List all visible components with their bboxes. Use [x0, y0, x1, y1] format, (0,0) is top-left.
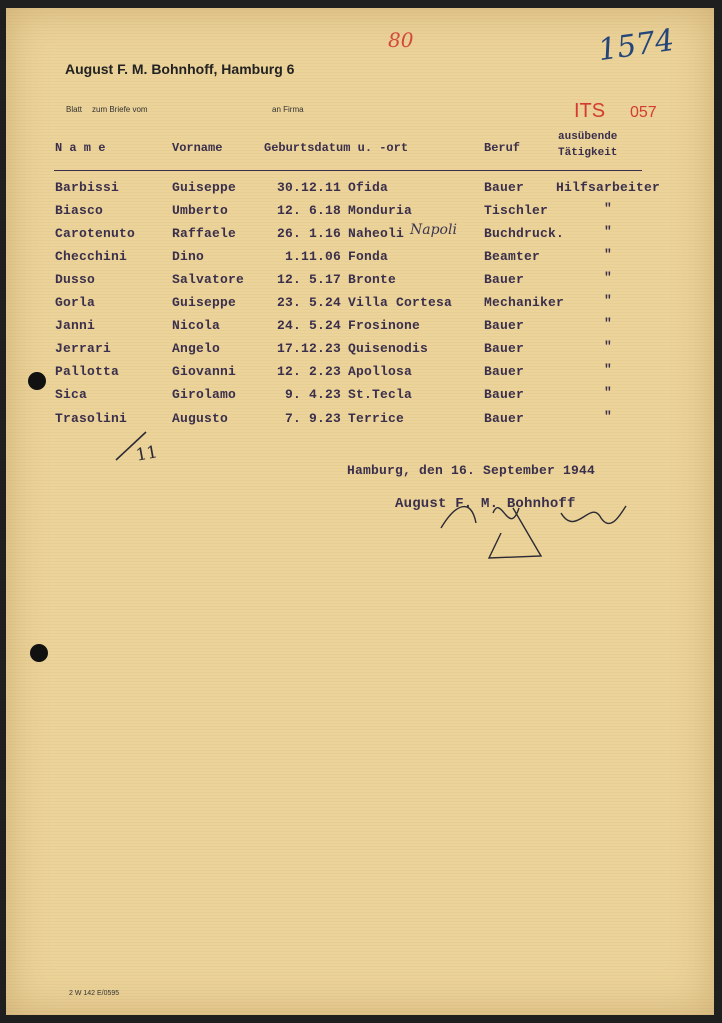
row-beruf: Mechaniker	[484, 295, 565, 310]
row-taetigkeit: "	[604, 201, 613, 216]
header-geburt: Geburtsdatum u. -ort	[264, 141, 409, 155]
row-place: St.Tecla	[348, 387, 413, 402]
row-vorname: Guiseppe	[172, 295, 237, 310]
row-name: Barbissi	[55, 180, 120, 195]
document-page	[6, 8, 714, 1015]
row-vorname: Umberto	[172, 203, 229, 218]
row-taetigkeit: "	[604, 224, 613, 239]
row-taetigkeit: Hilfsarbeiter	[556, 180, 661, 195]
row-vorname: Angelo	[172, 341, 221, 356]
row-date: 17.12.23	[276, 341, 341, 356]
punch-hole	[30, 644, 48, 662]
tally-number: 11	[134, 442, 160, 466]
row-name: Pallotta	[55, 364, 120, 379]
form-label-zum-briefe: zum Briefe vom	[92, 105, 148, 114]
row-place: Fonda	[348, 249, 389, 264]
row-taetigkeit: "	[604, 362, 613, 377]
row-place: Apollosa	[348, 364, 413, 379]
row-beruf: Bauer	[484, 387, 525, 402]
row-taetigkeit: "	[604, 409, 613, 424]
place-and-date: Hamburg, den 16. September 1944	[347, 463, 596, 478]
row-place: Monduria	[348, 203, 413, 218]
row-taetigkeit: "	[604, 339, 613, 354]
header-name: N a m e	[55, 141, 106, 155]
row-date: 1.11.06	[284, 249, 341, 264]
row-name: Sica	[55, 387, 88, 402]
row-beruf: Bauer	[484, 180, 525, 195]
row-date: 24. 5.24	[276, 318, 341, 333]
handwritten-signature	[401, 478, 631, 568]
row-name: Dusso	[55, 272, 96, 287]
header-vorname: Vorname	[172, 141, 223, 155]
punch-hole	[28, 372, 46, 390]
row-name: Jerrari	[55, 341, 112, 356]
row-place: Villa Cortesa	[348, 295, 453, 310]
row-beruf: Beamter	[484, 249, 541, 264]
form-label-an-firma: an Firma	[272, 105, 304, 114]
row-place: Quisenodis	[348, 341, 429, 356]
row-vorname: Guiseppe	[172, 180, 237, 195]
row-beruf: Bauer	[484, 272, 525, 287]
row-taetigkeit: "	[604, 247, 613, 262]
row-taetigkeit: "	[604, 385, 613, 400]
row-vorname: Giovanni	[172, 364, 237, 379]
row-vorname: Augusto	[172, 411, 229, 426]
header-taetigkeit-line2: Tätigkeit	[558, 147, 618, 159]
row-place: Naheoli	[348, 226, 405, 241]
row-date: 12. 5.17	[276, 272, 341, 287]
row-name: Janni	[55, 318, 96, 333]
row-vorname: Girolamo	[172, 387, 237, 402]
row-name: Checchini	[55, 249, 128, 264]
row-date: 7. 9.23	[284, 411, 341, 426]
row-beruf: Buchdruck.	[484, 226, 565, 241]
row-place: Terrice	[348, 411, 405, 426]
row-vorname: Salvatore	[172, 272, 245, 287]
row-name: Gorla	[55, 295, 96, 310]
row-taetigkeit: "	[604, 293, 613, 308]
handwritten-city: Napoli	[410, 222, 457, 238]
row-taetigkeit: "	[604, 270, 613, 285]
row-date: 12. 6.18	[276, 203, 341, 218]
row-name: Trasolini	[55, 411, 128, 426]
row-date: 30.12.11	[276, 180, 341, 195]
its-stamp: ITS	[574, 100, 606, 122]
row-date: 26. 1.16	[276, 226, 341, 241]
row-place: Bronte	[348, 272, 397, 287]
handwritten-document-number: 1574	[595, 22, 677, 69]
row-place: Ofida	[348, 180, 389, 195]
form-footer-code: 2 W 142 E/0595	[69, 990, 120, 997]
row-name: Biasco	[55, 203, 104, 218]
row-beruf: Bauer	[484, 364, 525, 379]
row-name: Carotenuto	[55, 226, 136, 241]
row-vorname: Raffaele	[172, 226, 237, 241]
letterhead: August F. M. Bohnhoff, Hamburg 6	[65, 61, 295, 77]
handwritten-page-number: 80	[388, 28, 414, 52]
form-label-blatt: Blatt	[66, 105, 83, 114]
its-stamp-number: 057	[630, 104, 657, 121]
row-vorname: Nicola	[172, 318, 221, 333]
header-rule	[54, 170, 642, 171]
row-vorname: Dino	[172, 249, 205, 264]
row-date: 23. 5.24	[276, 295, 341, 310]
row-taetigkeit: "	[604, 316, 613, 331]
row-beruf: Bauer	[484, 411, 525, 426]
row-beruf: Tischler	[484, 203, 549, 218]
row-beruf: Bauer	[484, 318, 525, 333]
typed-signature-name: August F. M. Bohnhoff	[395, 496, 576, 512]
row-beruf: Bauer	[484, 341, 525, 356]
row-date: 9. 4.23	[284, 387, 341, 402]
header-beruf: Beruf	[484, 141, 521, 155]
header-taetigkeit-line1: ausübende	[558, 131, 618, 143]
row-place: Frosinone	[348, 318, 421, 333]
row-date: 12. 2.23	[276, 364, 341, 379]
